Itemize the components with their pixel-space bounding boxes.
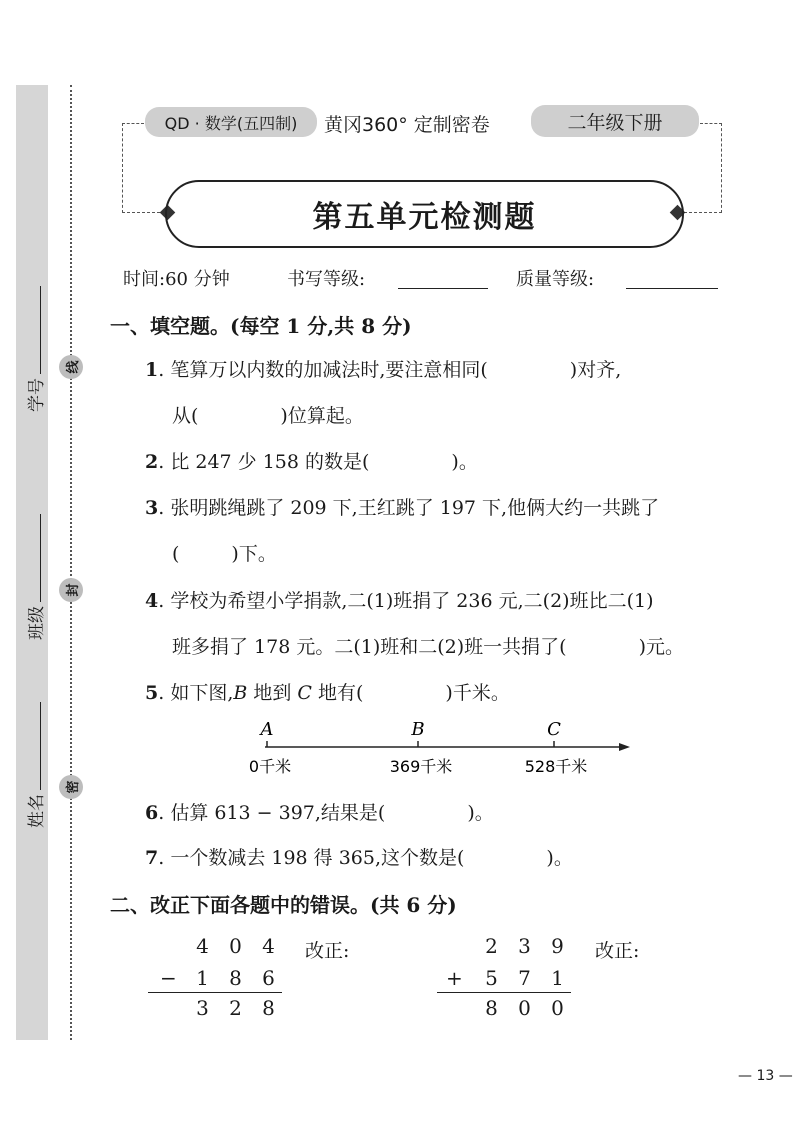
section2-heading: 二、改正下面各题中的错误。(共 6 分) bbox=[110, 893, 457, 917]
problem1-fix-label: 改正: bbox=[305, 940, 350, 962]
question-5: 5. 如下图,B 地到 C 地有( )千米。 bbox=[145, 682, 510, 704]
question-2: 2. 比 247 少 158 的数是( )。 bbox=[145, 451, 478, 473]
question-1: 1. 笔算万以内数的加减法时,要注意相同( )对齐, bbox=[145, 359, 622, 381]
question-1-cont: 从( )位算起。 bbox=[172, 405, 364, 427]
student-id-line bbox=[28, 286, 41, 374]
question-4: 4. 学校为希望小学捐款,二(1)班捐了 236 元,二(2)班比二(1) bbox=[145, 590, 654, 612]
arrow-right-icon bbox=[619, 743, 630, 751]
meta-writing-grade: 书写等级: bbox=[287, 269, 366, 290]
problem1-rule bbox=[148, 992, 282, 993]
question-4-cont: 班多捐了 178 元。二(1)班和二(2)班一共捐了( )元。 bbox=[172, 636, 685, 658]
series-tag: QD · 数学(五四制) bbox=[145, 107, 317, 137]
quality-grade-input[interactable] bbox=[626, 268, 718, 289]
name-label: 姓名 bbox=[27, 794, 47, 828]
grade-tag: 二年级下册 bbox=[531, 105, 699, 137]
problem1-operator: − bbox=[160, 966, 177, 990]
point-b-label: 369千米 bbox=[389, 757, 453, 776]
problem2-mid: 5 7 1 bbox=[485, 966, 564, 990]
frame-dash bbox=[122, 123, 123, 213]
point-a-letter: A bbox=[260, 719, 274, 740]
class-label: 班级 bbox=[27, 606, 47, 640]
point-c-label: 528千米 bbox=[524, 757, 588, 776]
page-title: 第五单元检测题 bbox=[165, 180, 684, 248]
frame-dash bbox=[700, 123, 722, 124]
section1-heading: 一、填空题。(每空 1 分,共 8 分) bbox=[110, 314, 412, 338]
problem1-mid: 1 8 6 bbox=[196, 966, 275, 990]
page-number: — 13 — bbox=[738, 1068, 793, 1084]
seal-seal-icon: 封 bbox=[59, 578, 83, 602]
point-b-letter: B bbox=[411, 719, 425, 740]
frame-dash bbox=[122, 212, 160, 213]
number-line bbox=[240, 715, 640, 785]
meta-time: 时间:60 分钟 bbox=[123, 269, 230, 290]
seal-secret-icon: 密 bbox=[59, 775, 83, 799]
problem2-top: 2 3 9 bbox=[485, 934, 564, 958]
class-field[interactable] bbox=[22, 514, 47, 640]
frame-dash bbox=[721, 123, 722, 213]
point-c-letter: C bbox=[547, 719, 561, 740]
question-3-cont: ( )下。 bbox=[172, 543, 277, 565]
question-3: 3. 张明跳绳跳了 209 下,王红跳了 197 下,他俩大约一共跳了 bbox=[145, 497, 660, 519]
brand-text: 黄冈360° 定制密卷 bbox=[324, 114, 490, 136]
question-6: 6. 估算 613 − 397,结果是( )。 bbox=[145, 802, 494, 824]
problem1-result: 3 2 8 bbox=[196, 996, 275, 1020]
problem2-fix-label: 改正: bbox=[595, 940, 640, 962]
student-id-label: 学号 bbox=[27, 378, 47, 412]
problem2-rule bbox=[437, 992, 571, 993]
name-line bbox=[28, 702, 41, 790]
problem2-operator: + bbox=[446, 966, 463, 990]
frame-dash bbox=[122, 123, 144, 124]
question-7: 7. 一个数减去 198 得 365,这个数是( )。 bbox=[145, 847, 573, 869]
name-field[interactable] bbox=[22, 702, 47, 828]
meta-quality-grade: 质量等级: bbox=[516, 269, 595, 290]
problem1-top: 4 0 4 bbox=[196, 934, 275, 958]
point-a-label: 0千米 bbox=[248, 757, 292, 776]
problem2-result: 8 0 0 bbox=[485, 996, 564, 1020]
cut-line bbox=[70, 85, 72, 1040]
frame-dash bbox=[684, 212, 722, 213]
seal-line-icon: 线 bbox=[59, 355, 83, 379]
student-id-field[interactable] bbox=[22, 286, 47, 412]
class-line bbox=[28, 514, 41, 602]
writing-grade-input[interactable] bbox=[398, 268, 488, 289]
